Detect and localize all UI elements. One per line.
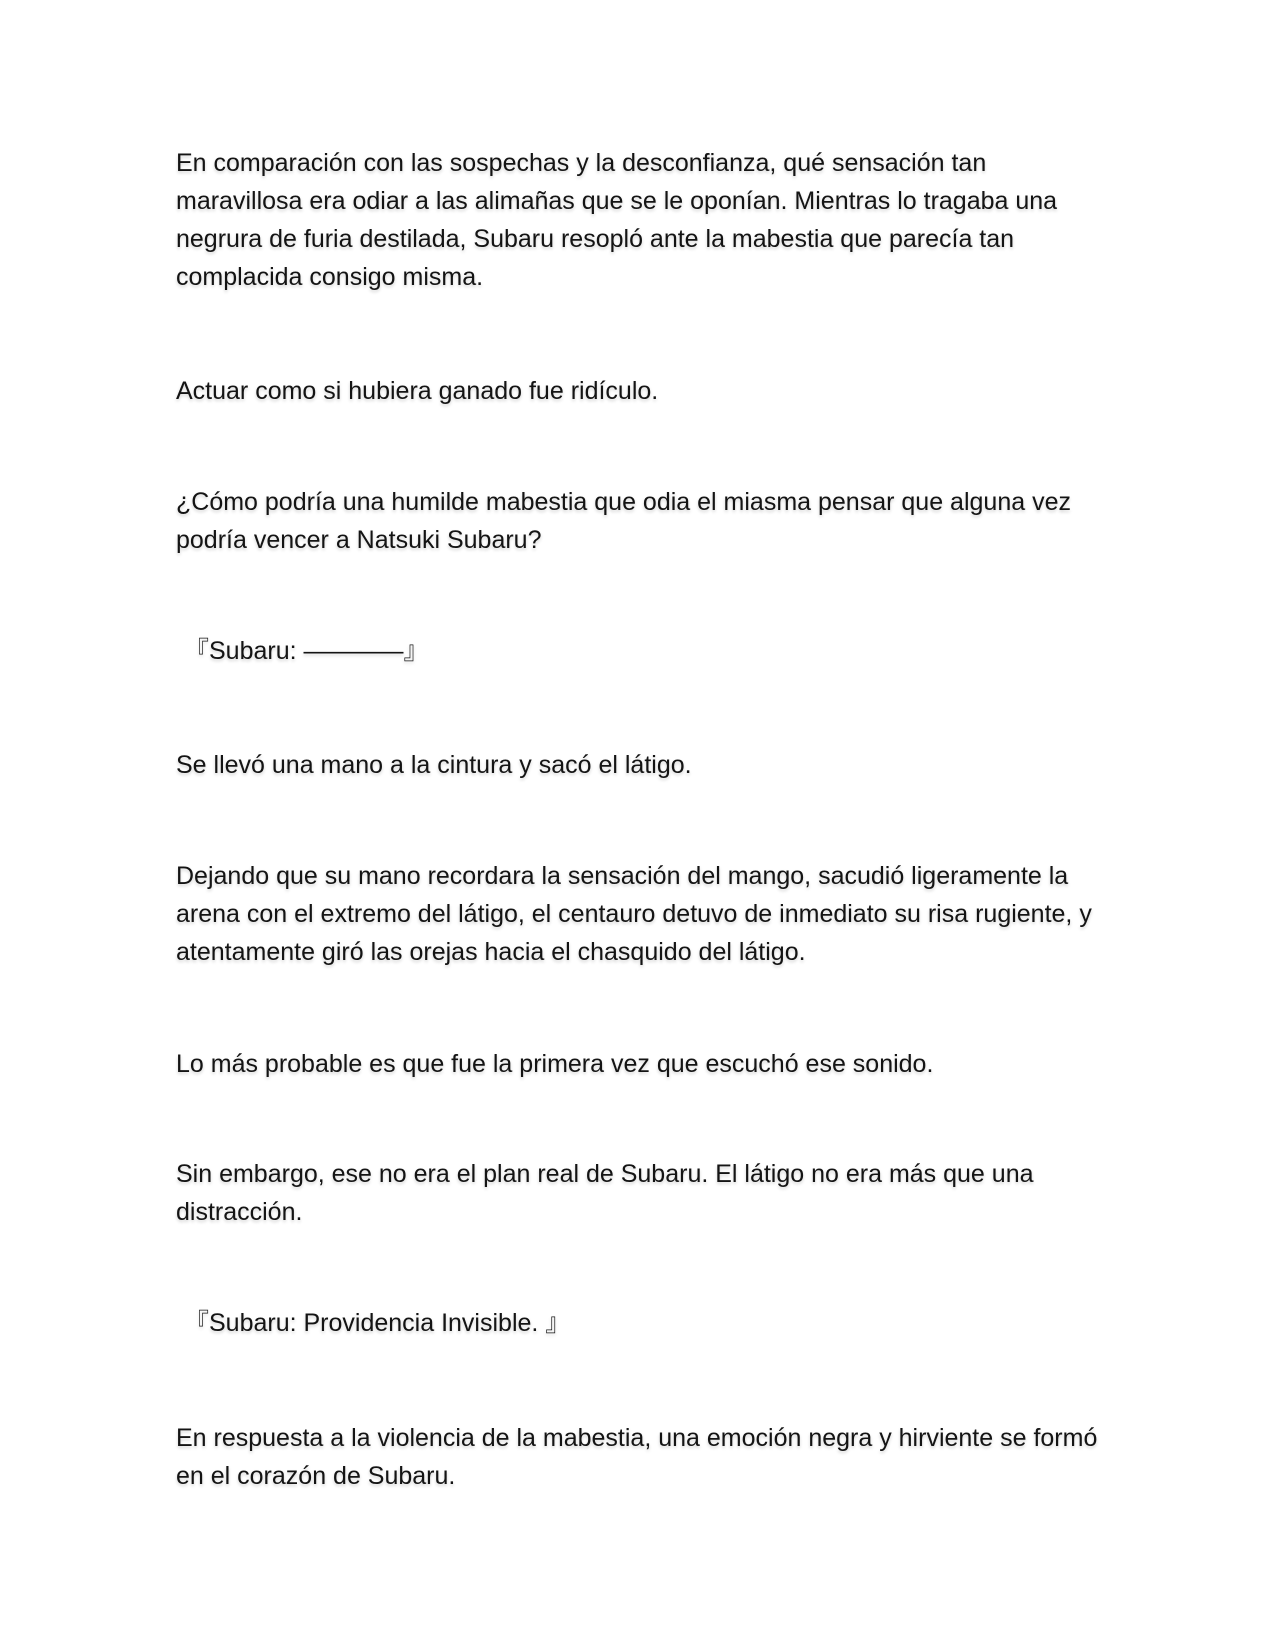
paragraph-6: Lo más probable es que fue la primera vez que escuchó ese sonido. xyxy=(176,1050,934,1078)
paragraph-4: Se llevó una mano a la cintura y sacó el látigo. xyxy=(176,751,692,779)
paragraph-3: ¿Cómo podría una humilde mabestia que odia el miasma pensar que alguna vez podría vencer a Natsuki Subaru? xyxy=(176,488,1071,554)
paragraph-8: En respuesta a la violencia de la mabestia, una emoción negra y hirviente se formó en el corazón de Subaru. xyxy=(176,1424,1098,1490)
paragraph-7: Sin embargo, ese no era el plan real de Subaru. El látigo no era más que una distracción. xyxy=(176,1160,1034,1226)
paragraph-1: En comparación con las sospechas y la desconfianza, qué sensación tan maravillosa era odiar a las alimañas que se le oponían. Mientras lo tragaba una negrura de furia destilada, Subaru resopló ante la mabestia que parecía tan complacida consigo misma. xyxy=(176,149,1058,291)
dialogue-line-1: 『Subaru: ————』 xyxy=(184,637,429,665)
paragraph-5: Dejando que su mano recordara la sensación del mango, sacudió ligeramente la arena con el extremo del látigo, el centauro detuvo de inmediato su risa rugiente, y atentamente giró las orejas hacia el chasquido del látigo. xyxy=(176,862,1092,966)
paragraph-2: Actuar como si hubiera ganado fue ridículo. xyxy=(176,377,659,405)
dialogue-line-2: 『Subaru: Providencia Invisible. 』 xyxy=(184,1309,571,1337)
